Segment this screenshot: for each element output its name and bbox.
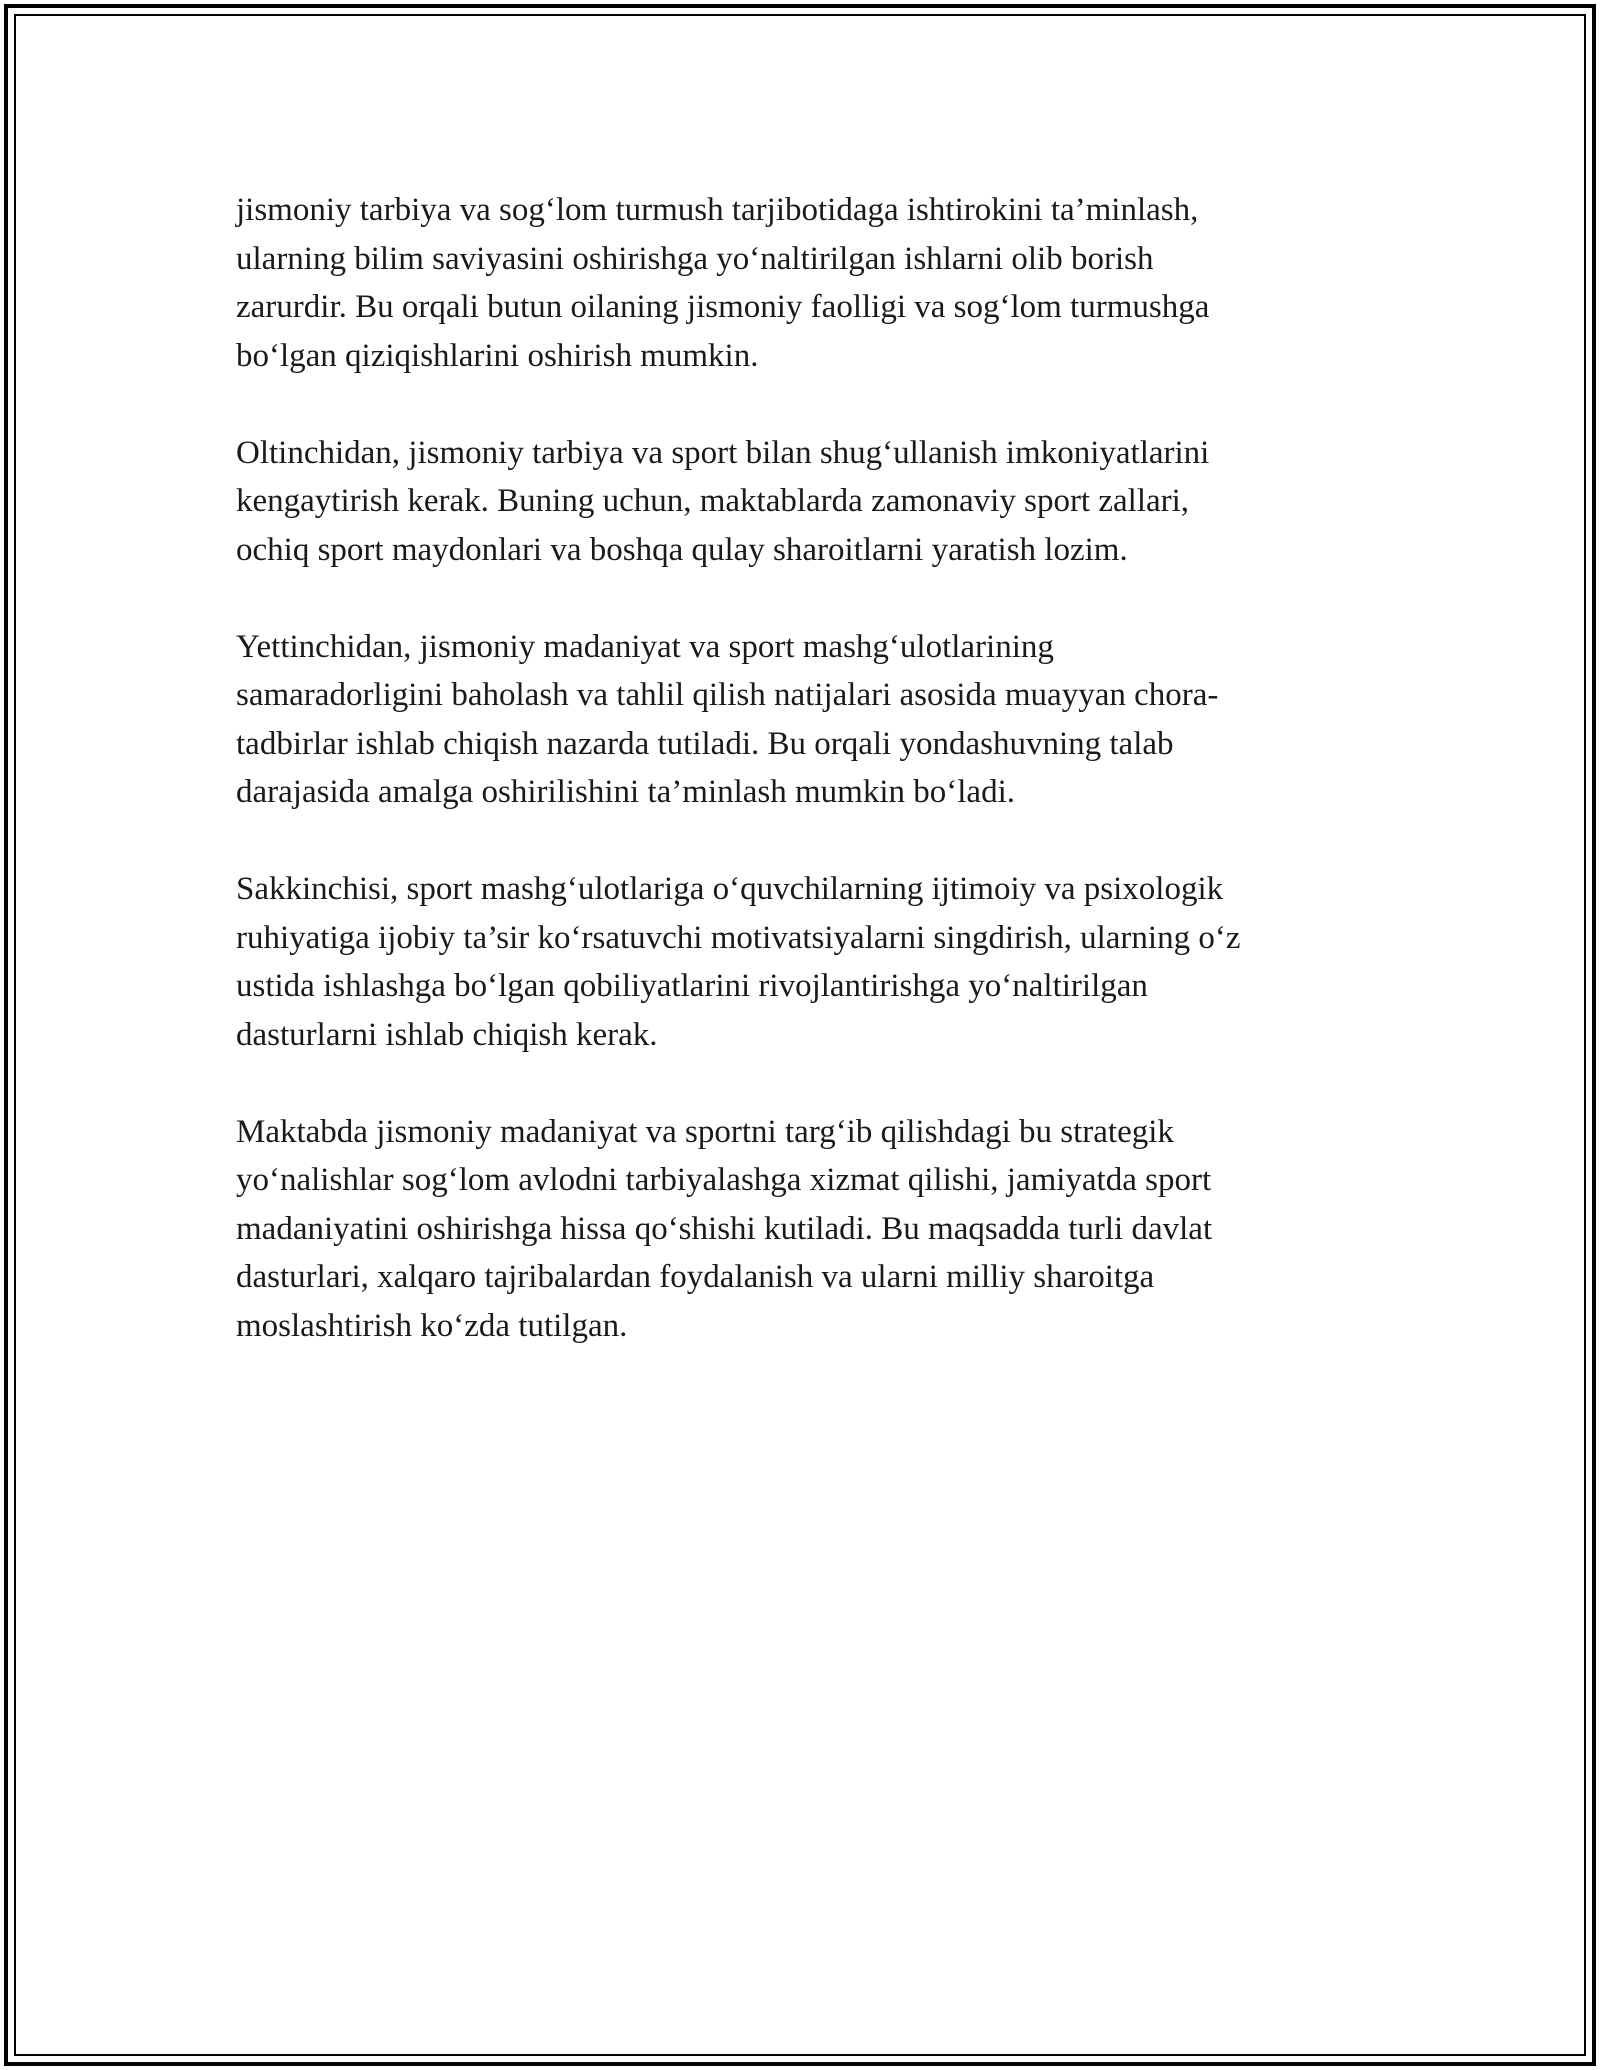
text-line: dasturlari, xalqaro tajribalardan foydalanish va ularni milliy sharoitga [236,1259,1155,1295]
text-line: zarurdir. Bu orqali butun oilaning jismoniy faolligi va sog‘lom turmushga [236,289,1210,325]
text-line: madaniyatini oshirishga hissa qo‘shishi kutiladi. Bu maqsadda turli davlat [236,1210,1213,1247]
document-body [236,186,1366,1399]
text-line: Yettinchidan, jismoniy madaniyat va sport mashg‘ulotlarining [236,628,1054,665]
text-line: Oltinchidan, jismoniy tarbiya va sport bilan shug‘ullanish imkoniyatlarini [236,434,1210,471]
paragraph-3 [236,623,1366,817]
paragraph-4 [236,865,1366,1059]
text-line: Sakkinchisi, sport mashg‘ulotlariga o‘quvchilarning ijtimoiy va psixologik [236,871,1224,907]
text-line: bo‘lgan qiziqishlarini oshirish mumkin. [236,337,759,374]
text-line: ustida ishlashga bo‘lgan qobiliyatlarini rivojlantirishga yo‘naltirilgan [236,968,1148,1004]
text-line: samaradorligini baholash va tahlil qilish natijalari asosida muayyan chora- [236,677,1219,713]
text-line: yo‘nalishlar sog‘lom avlodni tarbiyalashga xizmat qilishi, jamiyatda sport [236,1162,1212,1198]
text-line: darajasida amalga oshirilishini ta’minlash mumkin bo‘ladi. [236,774,1015,810]
text-line: dasturlarni ishlab chiqish kerak. [236,1016,658,1053]
paragraph-2 [236,429,1366,575]
paragraph-1 [236,186,1366,380]
text-line: ularning bilim saviyasini oshirishga yo‘naltirilgan ishlarni olib borish [236,240,1154,277]
text-line: jismoniy tarbiya va sog‘lom turmush tarjibotidaga ishtirokini ta’minlash, [236,192,1199,228]
text-line: ochiq sport maydonlari va boshqa qulay sharoitlarni yaratish lozim. [236,531,1128,568]
text-line: Maktabda jismoniy madaniyat va sportni targ‘ib qilishdagi bu strategik [236,1113,1174,1150]
text-line: tadbirlar ishlab chiqish nazarda tutiladi. Bu orqali yondashuvning talab [236,725,1174,762]
text-line: moslashtirish ko‘zda tutilgan. [236,1307,628,1344]
text-line: ruhiyatiga ijobiy ta’sir ko‘rsatuvchi motivatsiyalarni singdirish, ularning o‘z [236,919,1241,956]
paragraph-5 [236,1108,1366,1351]
text-line: kengaytirish kerak. Buning uchun, maktablarda zamonaviy sport zallari, [236,483,1190,519]
